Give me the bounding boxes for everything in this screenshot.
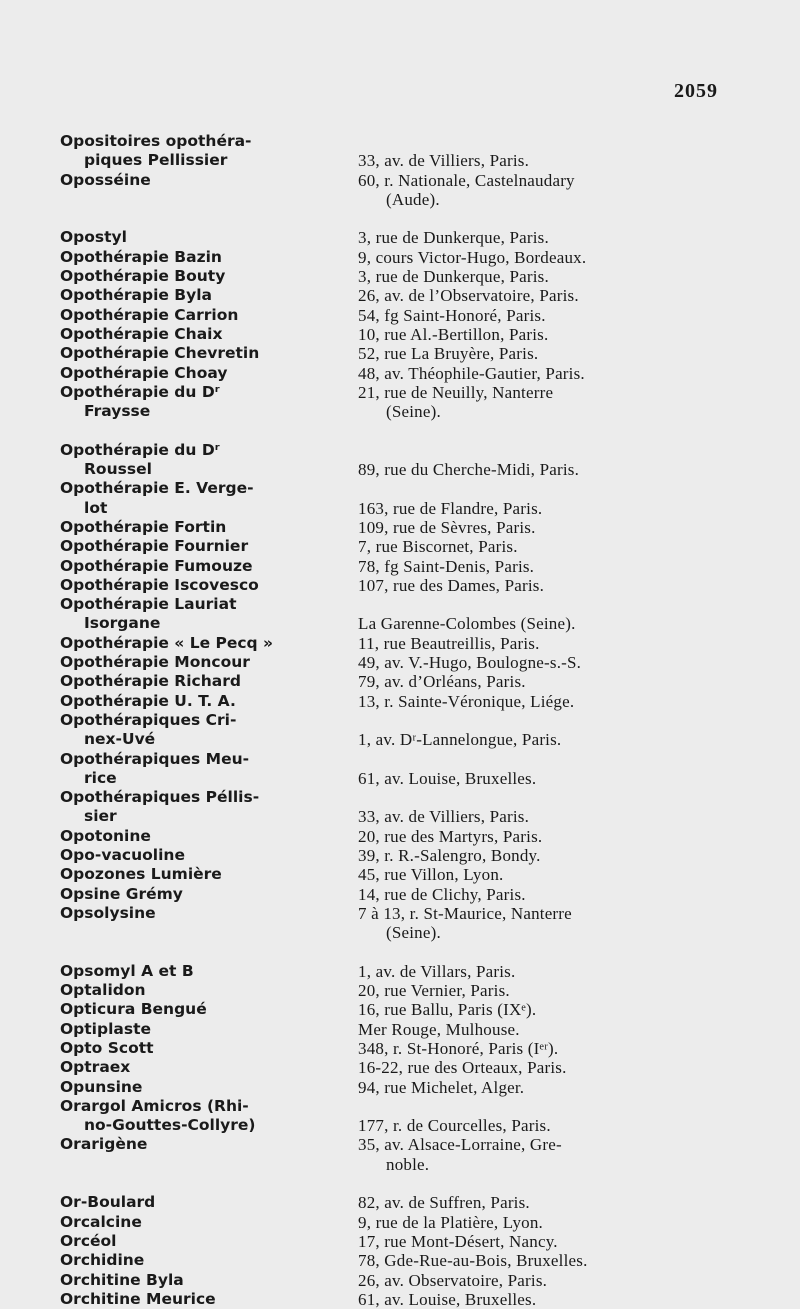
entry-address: 61, av. Louise, Bruxelles. [358,768,537,788]
entry-address: 45, rue Villon, Lyon. [358,865,504,885]
directory-entry [0,364,800,383]
entry-address: 3, rue de Dunkerque, Paris. [358,228,549,248]
directory-entry [0,672,800,691]
entry-address: 33, av. de Villiers, Paris. [358,807,530,827]
directory-entry [0,1020,800,1039]
entry-name-continued: rice [84,768,117,787]
directory-entry [0,228,800,247]
entry-line [0,1078,800,1097]
entry-name: * Opothérapie Lauriat [60,595,342,614]
entry-name: Opositoires opothéra- [60,132,252,150]
entry-line [0,923,800,942]
entry-address: 16-22, rue des Orteaux, Paris. [358,1058,567,1078]
directory-entry [0,1213,800,1232]
entry-line [0,441,800,460]
entry-name-continued: nex-Uvé [84,730,156,749]
entry-name-continued: no-Gouttes-Collyre) [84,1116,256,1135]
entry-address: 9, cours Victor-Hugo, Bordeaux. [358,247,587,267]
entry-line [0,325,800,344]
entry-line [0,827,800,846]
directory-entry [0,750,800,789]
entry-line [0,460,800,479]
entry-name: * Opothérapie Bazin [60,248,342,267]
directory-entry [0,1135,800,1174]
directory-entry [0,537,800,556]
entry-name-continued: Isorgane [84,614,161,633]
entry-gap [0,421,800,440]
directory-entry [0,306,800,325]
entry-line [0,807,800,826]
entry-line [0,171,800,190]
entry-line [0,788,800,807]
entry-line [0,1155,800,1174]
entry-line [0,614,800,633]
entry-line [0,267,800,286]
entry-line [0,228,800,247]
entry-address: 1, av. Dʳ-Lannelongue, Paris. [358,730,562,750]
directory-entry [0,518,800,537]
directory-entry [0,904,800,943]
directory-entry [0,132,800,171]
entry-name: Orcéol [60,1231,117,1250]
entry-gap [0,942,800,961]
entry-name-continued: Fraysse [84,402,151,421]
directory-entry [0,634,800,653]
entry-name: Orchitine Meurice [60,1289,216,1308]
entry-name-continued: piques Pellissier [84,151,228,170]
entry-line [0,653,800,672]
entry-name: Opothérapie U. T. A. [60,691,236,710]
entry-address: 49, av. V.-Hugo, Boulogne-s.-S. [358,653,582,673]
entry-address: 10, rue Al.-Bertillon, Paris. [358,324,549,344]
entry-name: * Opothérapie Choay [60,364,342,383]
entry-name: * Opo-vacuoline [60,846,342,865]
entry-name: Opothérapie Chevretin [60,344,260,363]
entry-name: * Orcalcine [60,1213,342,1232]
entry-name: Orchidine [60,1251,145,1270]
entry-address: 60, r. Nationale, Castelnaudary [358,170,575,190]
directory-entry [0,1000,800,1019]
directory-entry [0,788,800,827]
entry-line [0,1116,800,1135]
entry-address: 78, fg Saint-Denis, Paris. [358,556,535,576]
entry-name: * Opothérapie E. Verge- [60,479,342,498]
entry-line [0,286,800,305]
entry-line [0,364,800,383]
directory-entry [0,267,800,286]
entry-address: 79, av. d’Orléans, Paris. [358,672,526,692]
entry-name: * Optalidon [60,981,342,1000]
directory-entry [0,1039,800,1058]
directory-entry [0,479,800,518]
entry-line [0,479,800,498]
entry-name: * Opothérapie Bouty [60,267,342,286]
entry-name: * Opticura Bengué [60,1000,342,1019]
entry-line [0,711,800,730]
entry-line [0,518,800,537]
entry-address: 78, Gde-Rue-au-Bois, Bruxelles. [358,1251,588,1271]
entry-name: Opothérapie Chaix [60,324,223,343]
directory-entry [0,711,800,750]
directory-entry [0,1193,800,1212]
entry-line [0,730,800,749]
entry-line [0,499,800,518]
directory-entry [0,248,800,267]
entry-line [0,248,800,267]
entry-line [0,576,800,595]
entry-line [0,344,800,363]
entry-line [0,383,800,402]
entry-address: 35, av. Alsace-Lorraine, Gre- [358,1135,562,1155]
entry-line [0,1039,800,1058]
entry-line [0,557,800,576]
directory-entry [0,865,800,884]
directory-entry [0,441,800,480]
entry-name: Opothérapie Richard [60,672,241,691]
entry-name: * Opothérapie du Dʳ [60,383,342,402]
directory-entry [0,1078,800,1097]
entry-address: 89, rue du Cherche-Midi, Paris. [358,460,580,480]
directory-entry [0,1058,800,1077]
entry-name: Opothérapie « Le Pecq » [60,633,274,652]
directory-entry [0,1290,800,1309]
entry-name: * Opothérapie Iscovesco [60,576,342,595]
entry-line [0,1213,800,1232]
page-number: 2059 [674,80,718,102]
entry-name: Opsomyl A et B [60,961,194,980]
entry-line [0,1232,800,1251]
entry-line [0,1000,800,1019]
entry-address: 7 à 13, r. St-Maurice, Nanterre [358,903,572,923]
entry-name: * Oposséine [60,171,342,190]
entries-list [0,132,800,1309]
entry-name: * Orargol Amicros (Rhi- [60,1097,342,1116]
entry-line [0,1020,800,1039]
entry-address: 26, av. de l’Observatoire, Paris. [358,286,579,306]
entry-line [0,634,800,653]
directory-entry [0,344,800,363]
entry-line [0,962,800,981]
entry-name-continued: sier [84,807,117,826]
entry-name: Opothérapie Fumouze [60,556,253,575]
directory-entry [0,1232,800,1251]
entry-address: 16, rue Ballu, Paris (IXᵉ). [358,1000,537,1020]
directory-entry [0,576,800,595]
entry-address: 163, rue de Flandre, Paris. [358,498,543,518]
entry-name: Orchitine Byla [60,1270,184,1289]
directory-entry [0,557,800,576]
entry-name: * Opothérapiques Cri- [60,711,342,730]
entry-address: 348, r. St-Honoré, Paris (Iᵉʳ). [358,1038,559,1058]
entry-address: 11, rue Beautreillis, Paris. [358,633,540,653]
entry-name: Opothérapie du Dʳ [60,440,220,459]
directory-entry [0,383,800,422]
entry-address: Mer Rouge, Mulhouse. [358,1019,520,1039]
entry-address: 1, av. de Villars, Paris. [358,961,516,981]
entry-name-continued: Roussel [84,460,152,479]
entry-line [0,1193,800,1212]
entry-name: * Opothérapie Moncour [60,653,342,672]
entry-name: * Optiplaste [60,1020,342,1039]
entry-name: * Opothérapie Fournier [60,537,342,556]
directory-entry [0,1251,800,1270]
directory-entry [0,962,800,981]
entry-line [0,595,800,614]
entry-name: * Opozones Lumière [60,865,342,884]
directory-entry [0,325,800,344]
entry-name: * Opothérapie Carrion [60,306,342,325]
entry-address: 48, av. Théophile-Gautier, Paris. [358,363,585,383]
entry-line [0,904,800,923]
directory-entry [0,981,800,1000]
entry-name: Opsolysine [60,903,156,922]
directory-entry [0,846,800,865]
entry-line [0,981,800,1000]
entry-name: Opsine Grémy [60,884,183,903]
entry-line [0,1251,800,1270]
entry-address: 61, av. Louise, Bruxelles. [358,1289,537,1309]
entry-address-continued: (Seine). [386,402,441,422]
entry-address: 17, rue Mont-Désert, Nancy. [358,1231,558,1251]
entry-address: 82, av. de Suffren, Paris. [358,1193,530,1213]
entry-name: Opothérapie Fortin [60,517,227,536]
entry-name: Opothérapiques Péllis- [60,788,260,807]
entry-address: 14, rue de Clichy, Paris. [358,884,526,904]
entry-address-continued: (Aude). [386,189,440,209]
entry-line [0,190,800,209]
entry-address: 39, r. R.-Salengro, Bondy. [358,845,541,865]
entry-address: 94, rue Michelet, Alger. [358,1077,525,1097]
directory-entry [0,1271,800,1290]
directory-entry [0,692,800,711]
entry-line [0,1058,800,1077]
entry-address: 3, rue de Dunkerque, Paris. [358,267,549,287]
entry-address: 13, r. Sainte-Véronique, Liége. [358,691,575,711]
directory-entry [0,171,800,210]
entry-address: La Garenne-Colombes (Seine). [358,614,576,634]
entry-address: 52, rue La Bruyère, Paris. [358,344,539,364]
directory-entry [0,885,800,904]
directory-entry [0,827,800,846]
entry-line [0,402,800,421]
entry-line [0,1135,800,1154]
entry-name: Opunsine [60,1077,143,1096]
directory-entry [0,1097,800,1136]
entry-line [0,846,800,865]
entry-name: * Opto Scott [60,1039,342,1058]
entry-name: * Optraex [60,1058,342,1077]
entry-line [0,885,800,904]
entry-line [0,692,800,711]
directory-entry [0,595,800,634]
entry-line [0,750,800,769]
entry-address: 21, rue de Neuilly, Nanterre [358,382,554,402]
entry-line [0,306,800,325]
entry-line [0,537,800,556]
entry-address: 7, rue Biscornet, Paris. [358,537,518,557]
entry-address: 54, fg Saint-Honoré, Paris. [358,305,546,325]
entry-line [0,1097,800,1116]
entry-address: 107, rue des Dames, Paris. [358,575,545,595]
entry-address: 109, rue de Sèvres, Paris. [358,517,536,537]
entry-address: 177, r. de Courcelles, Paris. [358,1116,551,1136]
entry-address-continued: (Seine). [386,923,441,943]
entry-address: 33, av. de Villiers, Paris. [358,151,530,171]
entry-name-continued: lot [84,498,108,517]
entry-line [0,1290,800,1309]
entry-name: * Opothérapie Byla [60,286,342,305]
entry-gap [0,1174,800,1193]
entry-line [0,672,800,691]
entry-name: Opothérapiques Meu- [60,749,250,768]
entry-name: * Opostyl [60,228,342,247]
entry-line [0,151,800,170]
entry-line [0,865,800,884]
directory-entry [0,286,800,305]
entry-line [0,1271,800,1290]
entry-address: 20, rue des Martyrs, Paris. [358,826,543,846]
entry-name: Opotonine [60,826,151,845]
entry-name: Or-Boulard [60,1193,156,1212]
entry-address: 20, rue Vernier, Paris. [358,981,510,1001]
entry-name: Orarigène [60,1135,148,1154]
entry-address: 9, rue de la Platière, Lyon. [358,1212,543,1232]
entry-line [0,132,800,151]
directory-entry [0,653,800,672]
entry-address: 26, av. Observatoire, Paris. [358,1270,548,1290]
entry-gap [0,209,800,228]
entry-line [0,769,800,788]
entry-address-continued: noble. [386,1154,430,1174]
